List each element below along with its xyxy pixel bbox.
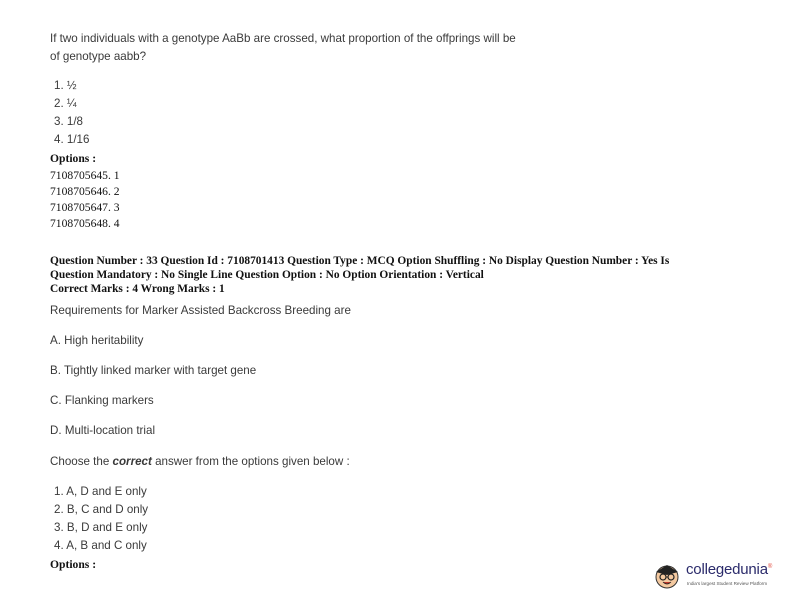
question-2-statement-c: C. Flanking markers (50, 394, 154, 407)
question-2-marks: Correct Marks : 4 Wrong Marks : 1 (50, 283, 225, 295)
logo-tagline: India's largest Student Review Platform (687, 581, 768, 586)
collegedunia-logo (652, 556, 782, 598)
question-2-choice-4: 4. A, B and C only (54, 539, 147, 552)
question-2-statement-a: A. High heritability (50, 334, 144, 347)
question-1-choice-3: 3. 1/8 (54, 115, 84, 128)
question-2-options-label: Options : (50, 558, 97, 571)
question-2-statement-b: B. Tightly linked marker with target gene (50, 364, 257, 377)
question-2-choice-3: 3. B, D and E only (54, 521, 148, 534)
question-1-choice-2: 2. ¼ (54, 97, 77, 110)
logo-registered-mark: ® (767, 564, 773, 570)
question-2-stem: Requirements for Marker Assisted Backcross Breeding are (50, 304, 351, 317)
question-2-choice-2: 2. B, C and D only (54, 503, 149, 516)
question-1-option-id-1: 7108705645. 1 (50, 169, 120, 182)
question-1-line-1: If two individuals with a genotype AaBb are crossed, what proportion of the offprings will be (50, 32, 516, 45)
question-2-statement-d: D. Multi-location trial (50, 424, 156, 437)
question-2-instruction (50, 455, 350, 468)
mascot-icon (652, 560, 682, 590)
instruction-before: Choose the (50, 455, 113, 468)
question-2-choice-1: 1. A, D and E only (54, 485, 147, 498)
logo-brand-name: collegedunia (686, 561, 768, 578)
question-1-choice-1: 1. ½ (54, 79, 77, 92)
question-1-choice-4: 4. 1/16 (54, 133, 90, 146)
instruction-emphasis: correct (112, 455, 152, 468)
question-1-options-label: Options : (50, 152, 97, 165)
question-1-text (50, 30, 516, 66)
instruction-after: answer from the options given below : (151, 455, 350, 468)
question-2-meta-line-2: Question Mandatory : No Single Line Question Option : No Option Orientation : Vertical (50, 269, 484, 281)
question-1-option-id-2: 7108705646. 2 (50, 185, 120, 198)
logo-brand-text (686, 561, 772, 578)
question-2-meta (50, 254, 669, 296)
question-1-option-id-3: 7108705647. 3 (50, 201, 120, 214)
question-1-line-2: of genotype aabb? (50, 50, 147, 63)
question-2-meta-line-1: Question Number : 33 Question Id : 7108701413 Question Type : MCQ Option Shuffling : No Display Question Number : Yes Is (50, 255, 670, 267)
question-1-option-id-4: 7108705648. 4 (50, 217, 120, 230)
